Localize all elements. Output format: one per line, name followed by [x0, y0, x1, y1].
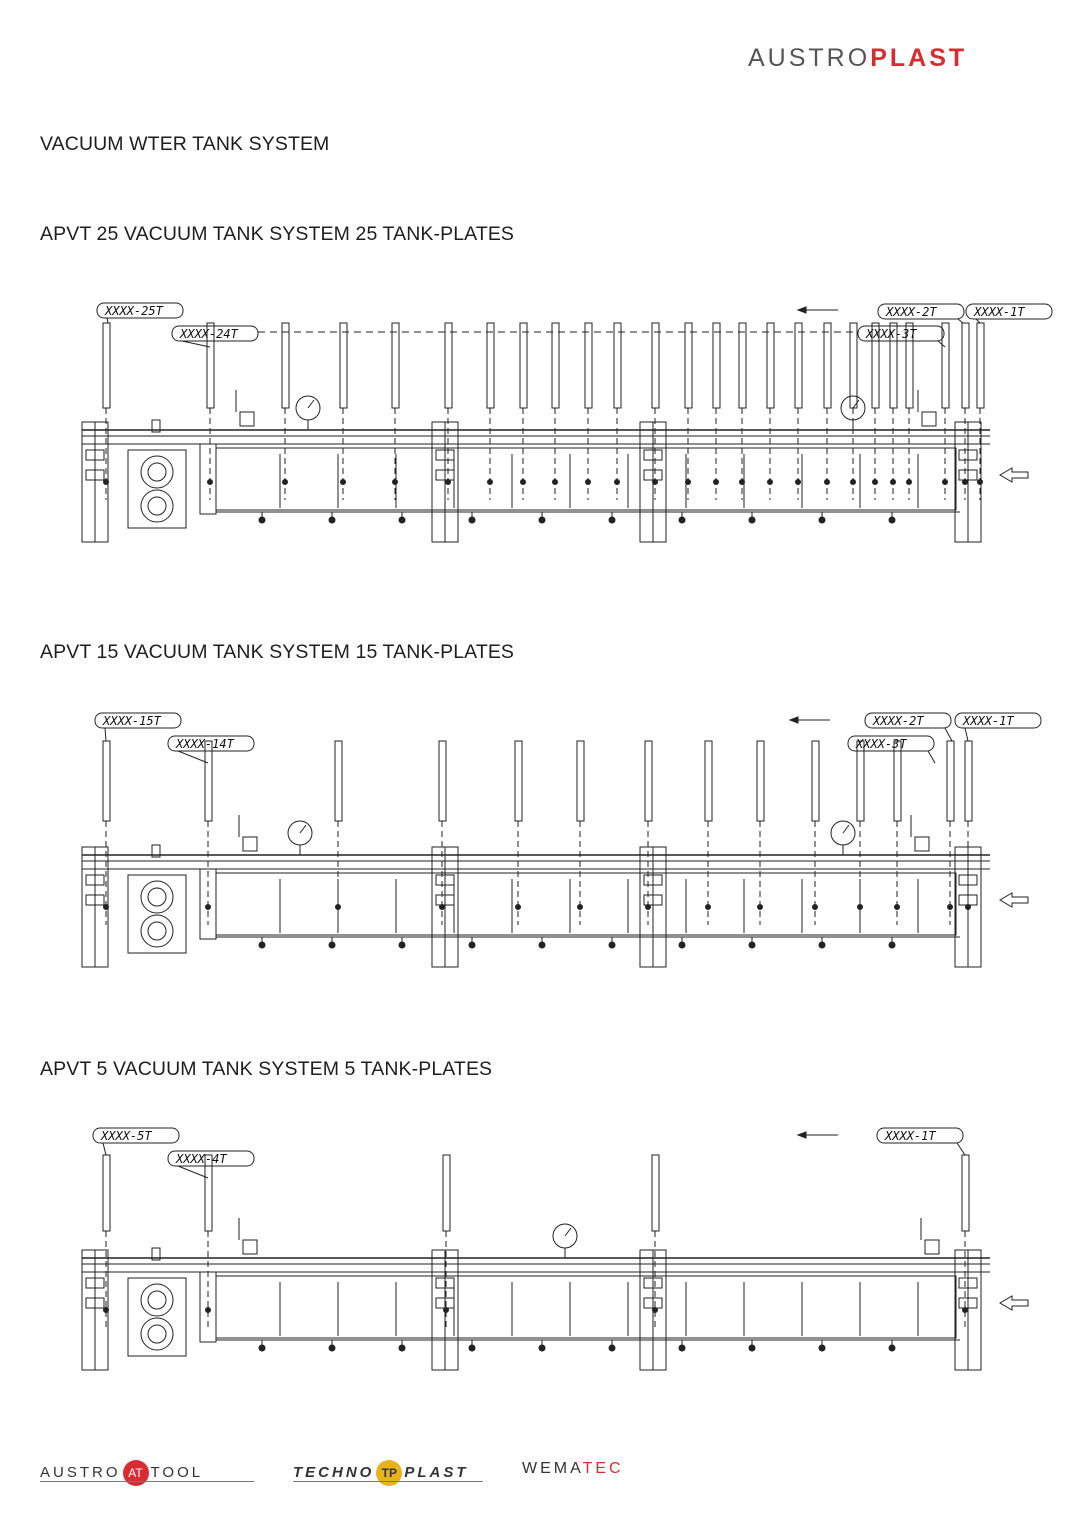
foot — [539, 1345, 545, 1351]
flow-arrow-in — [1000, 1296, 1028, 1310]
tank-plate-bolt-6 — [488, 480, 493, 485]
tank-plate-bolt-1 — [208, 480, 213, 485]
flow-arrow-in — [1000, 893, 1028, 907]
pump-circle-top — [141, 456, 173, 488]
valve-1 — [925, 1240, 939, 1254]
tank-plate-2 — [282, 323, 289, 408]
tank-plate-bolt-13 — [966, 905, 971, 910]
foot — [259, 517, 265, 523]
tank-plate-2 — [335, 741, 342, 821]
foot — [749, 517, 755, 523]
foot — [749, 1345, 755, 1351]
foot — [819, 517, 825, 523]
tank-plate-4 — [392, 323, 399, 408]
tank-plate-6 — [487, 323, 494, 408]
tank-plate-bolt-22 — [943, 480, 948, 485]
tank-plate-bolt-16 — [796, 480, 801, 485]
tank-plate-bolt-4 — [393, 480, 398, 485]
technoplast-left: TECHNO — [293, 1463, 375, 1481]
tank-body — [216, 448, 956, 510]
technoplast-logo — [293, 1460, 469, 1486]
tank-plate-11 — [652, 323, 659, 408]
tank-plate-bolt-3 — [653, 1308, 658, 1313]
tank-plate-18 — [850, 323, 857, 408]
austrotool-left: AUSTRO — [40, 1463, 121, 1481]
callout-label-0: XXXX-5T — [101, 1129, 152, 1143]
callout-label-0: XXXX-25T — [105, 304, 163, 318]
gauge-needle-0 — [565, 1228, 571, 1236]
tank-plate-bolt-5 — [578, 905, 583, 910]
section-heading-apvt15: APVT 15 VACUUM TANK SYSTEM 15 TANK-PLATES — [40, 641, 515, 663]
tank-body — [216, 873, 956, 935]
tank-plate-bolt-8 — [553, 480, 558, 485]
tank-plate-bolt-3 — [440, 905, 445, 910]
section-heading-apvt5: APVT 5 VACUUM TANK SYSTEM 5 TANK-PLATES — [40, 1058, 493, 1080]
tank-plate-17 — [824, 323, 831, 408]
foot — [469, 1345, 475, 1351]
tank-plate-3 — [439, 741, 446, 821]
tank-plate-bolt-15 — [768, 480, 773, 485]
callout-leader-3 — [976, 319, 980, 323]
foot — [679, 1345, 685, 1351]
pump-circle-top — [141, 881, 173, 913]
tank-plate-bolt-24 — [978, 480, 983, 485]
wematec-b: TEC — [582, 1460, 624, 1477]
gauge-needle-0 — [300, 825, 306, 833]
foot — [259, 942, 265, 948]
section-heading-apvt25: APVT 25 VACUUM TANK SYSTEM 25 TANK-PLATES — [40, 223, 515, 245]
pump-circle-bottom — [141, 915, 173, 947]
tank-plate-bolt-11 — [653, 480, 658, 485]
austrotool-right: TOOL — [150, 1463, 204, 1481]
foot — [329, 1345, 335, 1351]
foot — [679, 942, 685, 948]
tank-plate-bolt-13 — [714, 480, 719, 485]
valve-0 — [243, 1240, 257, 1254]
tank-plate-6 — [645, 741, 652, 821]
tank-plate-3 — [340, 323, 347, 408]
tank-plate-bolt-0 — [104, 905, 109, 910]
tank-plate-0 — [103, 1155, 110, 1231]
callout-leader-1 — [178, 1166, 208, 1178]
tank-plate-bolt-2 — [444, 1308, 449, 1313]
gauge-needle-1 — [853, 400, 859, 408]
foot — [399, 1345, 405, 1351]
foot — [749, 942, 755, 948]
callout-leader-0 — [105, 728, 106, 741]
foot — [539, 517, 545, 523]
tank-plate-bolt-12 — [948, 905, 953, 910]
tank-plate-1 — [205, 741, 212, 821]
valve-0 — [240, 412, 254, 426]
callout-label-0: XXXX-15T — [103, 714, 161, 728]
tank-plate-8 — [552, 323, 559, 408]
foot — [609, 1345, 615, 1351]
callout-leader-2 — [957, 1143, 965, 1155]
callout-leader-0 — [103, 1143, 106, 1155]
tank-plate-bolt-5 — [446, 480, 451, 485]
page-title: VACUUM WTER TANK SYSTEM — [40, 133, 330, 155]
technoplast-badge: TP — [376, 1460, 402, 1486]
foot — [469, 517, 475, 523]
tank-plate-bolt-0 — [104, 480, 109, 485]
callout-label-1: XXXX-24T — [180, 327, 238, 341]
callout-label-1: XXXX-4T — [176, 1152, 227, 1166]
tank-plate-0 — [103, 323, 110, 408]
tank-plate-11 — [894, 741, 901, 821]
tank-plate-3 — [652, 1155, 659, 1231]
callout-label-4: XXXX-3T — [866, 327, 917, 341]
foot — [679, 517, 685, 523]
valve-0 — [243, 837, 257, 851]
tank-plate-bolt-9 — [813, 905, 818, 910]
tank-plate-9 — [812, 741, 819, 821]
tank-plate-bolt-6 — [646, 905, 651, 910]
foot — [609, 942, 615, 948]
wematec-a: WEMA — [522, 1460, 583, 1477]
austrotool-logo — [40, 1460, 203, 1486]
pump-circle-top-inner — [148, 888, 166, 906]
foot — [889, 1345, 895, 1351]
tank-plate-bolt-4 — [516, 905, 521, 910]
foot — [399, 517, 405, 523]
austrotool-badge: AT — [123, 1460, 149, 1486]
tank-body — [216, 1276, 956, 1338]
valve-1 — [922, 412, 936, 426]
foot — [889, 517, 895, 523]
foot — [609, 517, 615, 523]
tank-plate-12 — [685, 323, 692, 408]
callout-label-1: XXXX-14T — [176, 737, 234, 751]
tank-plate-bolt-0 — [104, 1308, 109, 1313]
drawing-apvt25 — [0, 295, 1085, 560]
tank-plate-13 — [965, 741, 972, 821]
tank-plate-4 — [962, 1155, 969, 1231]
tank-plate-14 — [739, 323, 746, 408]
callout-leader-1 — [182, 341, 210, 347]
valve-1 — [915, 837, 929, 851]
flow-arrow-in — [1000, 468, 1028, 482]
austroplast-logo — [748, 44, 967, 73]
callout-label-3: XXXX-1T — [963, 714, 1014, 728]
callout-label-2: XXXX-1T — [885, 1129, 936, 1143]
pump-circle-bottom-inner — [148, 922, 166, 940]
tank-plate-24 — [977, 323, 984, 408]
callout-label-4: XXXX-3T — [856, 737, 907, 751]
tank-plate-bolt-23 — [963, 480, 968, 485]
pump-housing — [128, 1278, 186, 1356]
tank-plate-7 — [520, 323, 527, 408]
tank-plate-bolt-9 — [586, 480, 591, 485]
tank-plate-5 — [445, 323, 452, 408]
pump-housing — [128, 450, 186, 528]
tank-plate-bolt-1 — [206, 1308, 211, 1313]
tank-plate-7 — [705, 741, 712, 821]
foot — [329, 942, 335, 948]
foot — [819, 1345, 825, 1351]
logo-part2: PLAST — [870, 44, 968, 72]
callout-label-3: XXXX-1T — [974, 305, 1025, 319]
foot — [819, 942, 825, 948]
sight-glass — [200, 444, 216, 514]
tank-plate-bolt-7 — [521, 480, 526, 485]
flow-arrow-top — [798, 307, 838, 313]
tank-plate-bolt-20 — [891, 480, 896, 485]
drawing-apvt5 — [0, 1120, 1085, 1385]
tank-plate-15 — [767, 323, 774, 408]
tank-plate-16 — [795, 323, 802, 408]
tank-plate-bolt-7 — [706, 905, 711, 910]
tank-plate-bolt-4 — [963, 1308, 968, 1313]
flow-arrow-top — [790, 717, 830, 723]
foot — [889, 942, 895, 948]
technoplast-right: PLAST — [404, 1463, 469, 1481]
callout-leader-3 — [965, 728, 968, 741]
tank-plate-bolt-8 — [758, 905, 763, 910]
pump-circle-bottom — [141, 1318, 173, 1350]
foot — [399, 942, 405, 948]
foot — [469, 942, 475, 948]
tank-plate-bolt-21 — [907, 480, 912, 485]
tank-plate-23 — [962, 323, 969, 408]
pump-housing — [128, 875, 186, 953]
logo-part1: AUSTRO — [748, 44, 871, 72]
tank-plate-bolt-17 — [825, 480, 830, 485]
foot — [539, 942, 545, 948]
tank-plate-10 — [614, 323, 621, 408]
callout-leader-2 — [958, 319, 963, 323]
pump-circle-bottom-inner — [148, 497, 166, 515]
tank-plate-10 — [857, 741, 864, 821]
pump-circle-bottom-inner — [148, 1325, 166, 1343]
callout-label-2: XXXX-2T — [873, 714, 924, 728]
tank-plate-bolt-1 — [206, 905, 211, 910]
tank-plate-0 — [103, 741, 110, 821]
tank-plate-22 — [942, 323, 949, 408]
callout-label-2: XXXX-2T — [886, 305, 937, 319]
tank-plate-bolt-18 — [851, 480, 856, 485]
technoplast-underline — [293, 1481, 483, 1482]
tank-plate-bolt-11 — [895, 905, 900, 910]
tank-plate-8 — [757, 741, 764, 821]
tank-plate-bolt-19 — [873, 480, 878, 485]
flow-arrow-top — [798, 1132, 838, 1138]
tank-plate-bolt-2 — [283, 480, 288, 485]
pump-circle-top-inner — [148, 1291, 166, 1309]
callout-leader-4 — [928, 751, 935, 763]
pump-circle-top-inner — [148, 463, 166, 481]
gauge-needle-0 — [308, 400, 314, 408]
callout-leader-2 — [945, 728, 952, 741]
wematec-logo — [522, 1460, 624, 1478]
tank-plate-2 — [443, 1155, 450, 1231]
austrotool-underline — [40, 1481, 254, 1482]
pump-circle-top — [141, 1284, 173, 1316]
tank-plate-5 — [577, 741, 584, 821]
foot — [259, 1345, 265, 1351]
tank-plate-4 — [515, 741, 522, 821]
gauge-needle-1 — [843, 825, 849, 833]
foot — [329, 517, 335, 523]
callout-leader-1 — [178, 751, 208, 763]
tank-plate-9 — [585, 323, 592, 408]
drawing-apvt15 — [0, 705, 1085, 975]
pump-circle-bottom — [141, 490, 173, 522]
tank-plate-12 — [947, 741, 954, 821]
tank-plate-bolt-10 — [615, 480, 620, 485]
callout-leader-0 — [107, 318, 108, 323]
tank-plate-13 — [713, 323, 720, 408]
tank-plate-bolt-3 — [341, 480, 346, 485]
